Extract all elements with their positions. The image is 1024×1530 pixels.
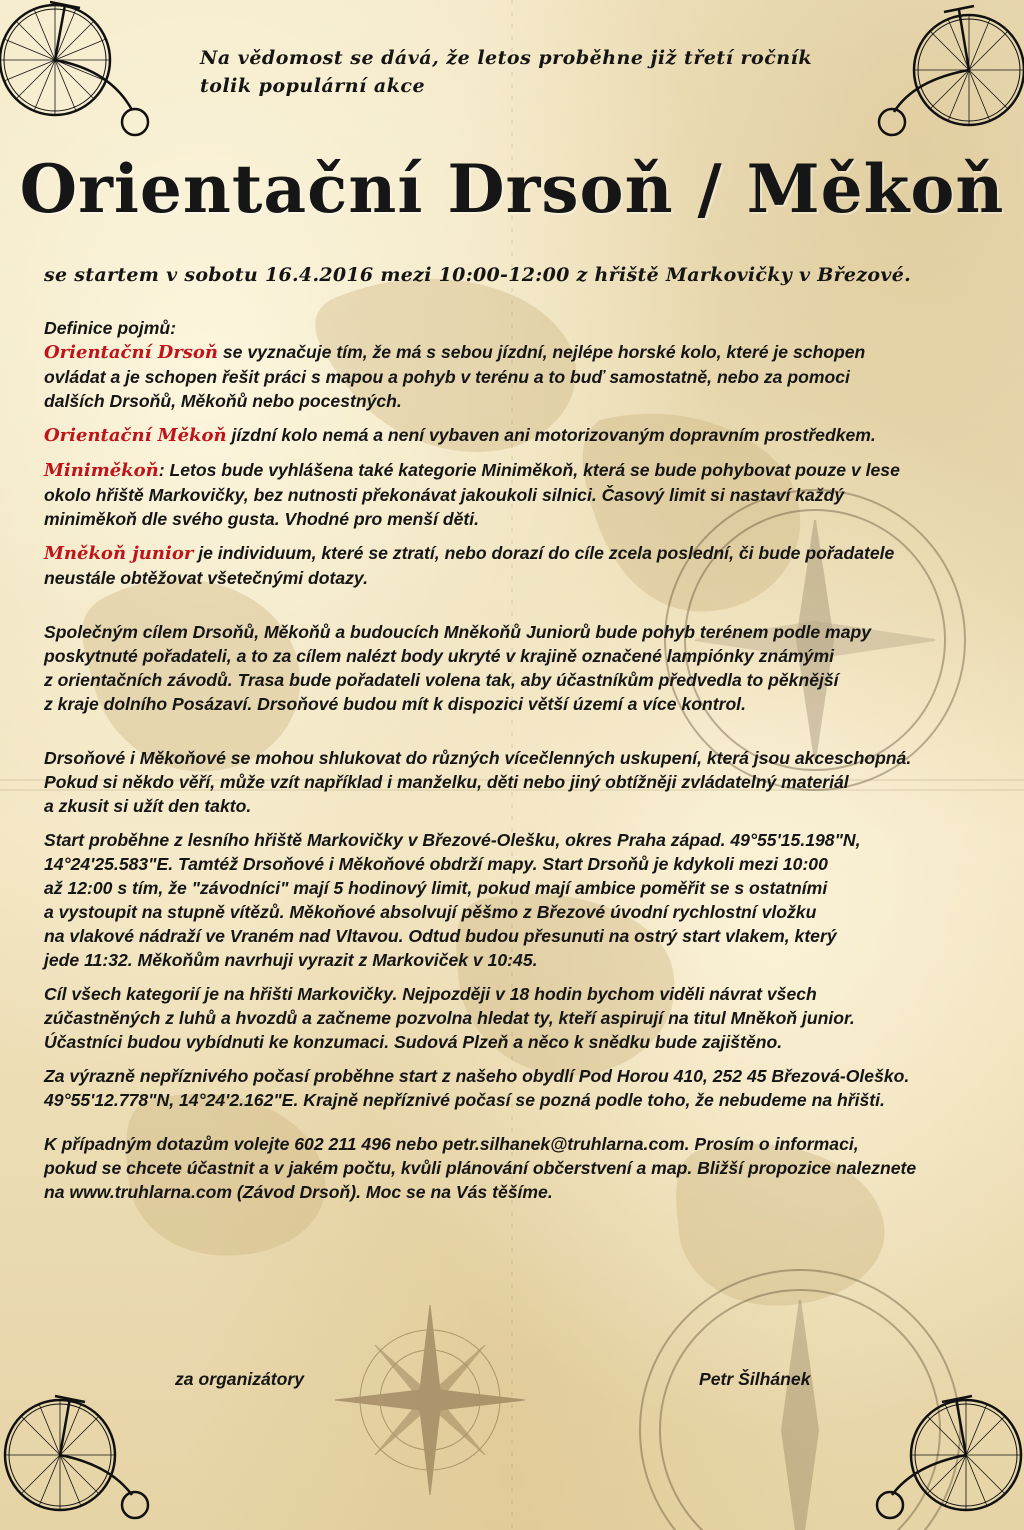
intro-line-1: Na vědomost se dává, že letos proběhne již třetí ročník: [200, 47, 812, 69]
definition-minimekon: [44, 458, 999, 531]
definition-mnekon-junior-line-1: [44, 541, 999, 566]
paragraph-line: Za výrazně nepříznivého počasí proběhne start z našeho obydlí Pod Horou 410, 252 45 Březová-Oleško.: [44, 1066, 910, 1086]
paragraph-line: jede 11:32. Měkoňům navrhuji vyrazit z Markoviček v 10:45.: [44, 950, 538, 970]
paragraph-line: poskytnuté pořadateli, a to za cílem nalézt body ukryté v krajině označené lampiónky známými: [44, 646, 835, 666]
paragraph-goal: [44, 620, 999, 716]
definition-text: : Letos bude vyhlášena také kategorie Miniměkoň, která se bude pohybovat pouze v lese: [158, 460, 900, 480]
compass-rose-icon: [335, 1305, 525, 1495]
intro-text: [200, 44, 880, 100]
start-info: se startem v sobotu 16.4.2016 mezi 10:00-12:00 z hřiště Markovičky v Březové.: [44, 264, 912, 286]
paragraph-groups: [44, 746, 999, 818]
definition-text: jízdní kolo nemá a není vybaven ani motorizovaným dopravním prostředkem.: [226, 425, 876, 445]
paragraph-line: 49°55'12.778"N, 14°24'2.162"E. Krajně nepříznivé počasí se pozná podle toho, že nebudeme na hřišti.: [44, 1090, 885, 1110]
term-mnekon-junior: Mněkoň junior: [44, 543, 194, 564]
definition-minimekon-line-3: miniměkoň dle svého gusta. Vhodné pro menší děti.: [44, 509, 480, 529]
paragraph-line: 14°24'25.583"E. Tamtéž Drsoňové i Měkoňové obdrží mapy. Start Drsoňů je kdykoli mezi 10:00: [44, 854, 828, 874]
definition-mnekon-junior-line-2: neustále obtěžovat všetečnými dotazy.: [44, 568, 368, 588]
main-content: [44, 316, 999, 1214]
paragraph-line: Start proběhne z lesního hřiště Markovičky v Březové-Olešku, okres Praha západ. 49°55'15.198"N,: [44, 830, 861, 850]
paragraph-line: Společným cílem Drsoňů, Měkoňů a budoucích Mněkoňů Juniorů bude pohyb terénem podle mapy: [44, 622, 872, 642]
paragraph-line: Pokud si někdo věří, může vzít například i manželku, děti nebo jiný obtížněji zvládatelný materiál: [44, 772, 849, 792]
signature-name: Petr Šilhánek: [699, 1369, 811, 1389]
term-orientacni-mekon: Orientační Měkoň: [44, 425, 227, 446]
paragraph-start: [44, 828, 999, 972]
paragraph-line: pokud se chcete účastnit a v jakém počtu, kvůli plánování občerstvení a map. Bližší propozice naleznete: [44, 1158, 917, 1178]
paragraph-line: K případným dotazům volejte 602 211 496 nebo petr.silhanek@truhlarna.com. Prosím o informaci,: [44, 1134, 859, 1154]
definition-drson-line-3: dalších Drsoňů, Měkoňů nebo pocestných.: [44, 391, 402, 411]
penny-farthing-bicycle-icon: [874, 1380, 1024, 1520]
definitions-heading: Definice pojmů:: [44, 318, 176, 338]
definition-text: se vyznačuje tím, že má s sebou jízdní, nejlépe horské kolo, které je schopen: [218, 342, 866, 362]
paragraph-line: z kraje dolního Posázaví. Drsoňové budou mít k dispozici větší území a více kontrol.: [44, 694, 746, 714]
paragraph-line: a zkusit si užít den takto.: [44, 796, 252, 816]
definition-drson-line-1: [44, 340, 999, 365]
term-minimekon: Miniměkoň: [44, 460, 159, 481]
page-title: Orientační Drsoň / Měkoň: [19, 150, 1005, 228]
paragraph-line: zúčastněných z luhů a hvozdů a začneme pozvolna hledat ty, kteří aspirují na titul Mněkoň junior.: [44, 1008, 855, 1028]
definition-minimekon-line-1: [44, 458, 999, 483]
paragraph-line: z orientačních závodů. Trasa bude pořadateli volena tak, aby účastníkům předvedla to pěknější: [44, 670, 839, 690]
definition-mekon: [44, 423, 999, 448]
signature-organizers: za organizátory: [175, 1369, 305, 1389]
paragraph-line: na vlakové nádraží ve Vraném nad Vltavou. Odtud budou přesunuti na ostrý start vlakem, který: [44, 926, 837, 946]
paragraph-line: Drsoňové i Měkoňové se mohou shlukovat do různých vícečlenných uskupení, která jsou akceschopná.: [44, 748, 912, 768]
paragraph-line: až 12:00 s tím, že "závodníci" mají 5 hodinový limit, pokud mají ambice poměřit se s ostatními: [44, 878, 828, 898]
term-orientacni-drson: Orientační Drsoň: [44, 342, 218, 363]
paragraph-line: Účastníci budou vybídnuti ke konzumaci. Sudová Plzeň a něco k snědku bude zajištěno.: [44, 1032, 783, 1052]
definition-text: je individuum, které se ztratí, nebo dorazí do cíle zcela poslední, či bude pořadatele: [193, 543, 895, 563]
penny-farthing-bicycle-icon: [0, 0, 150, 140]
definition-drson-line-2: ovládat a je schopen řešit práci s mapou a pohyb v terénu a to buď samostatně, nebo za pomoci: [44, 367, 850, 387]
paragraph-finish: [44, 982, 999, 1054]
paragraph-line: a vystoupit na stupně vítězů. Měkoňové absolvují pěšmo z Březové úvodní rychlostní vložku: [44, 902, 817, 922]
definition-mekon-line: [44, 423, 999, 448]
definition-mnekon-junior: [44, 541, 999, 590]
paragraph-line: Cíl všech kategorií je na hřišti Markovičky. Nejpozději v 18 hodin bychom viděli návrat všech: [44, 984, 817, 1004]
paragraph-line: na www.truhlarna.com (Závod Drsoň). Moc se na Vás těšíme.: [44, 1182, 553, 1202]
definition-minimekon-line-2: okolo hřiště Markovičky, bez nutnosti překonávat jakoukoli silnici. Časový limit si nastaví každý: [44, 485, 845, 505]
penny-farthing-bicycle-icon: [874, 0, 1024, 140]
penny-farthing-bicycle-icon: [0, 1380, 150, 1520]
paragraph-weather: [44, 1064, 999, 1112]
definitions-section: [44, 316, 999, 413]
paragraph-contact: [44, 1132, 999, 1204]
intro-line-2: tolik populární akce: [200, 75, 426, 97]
